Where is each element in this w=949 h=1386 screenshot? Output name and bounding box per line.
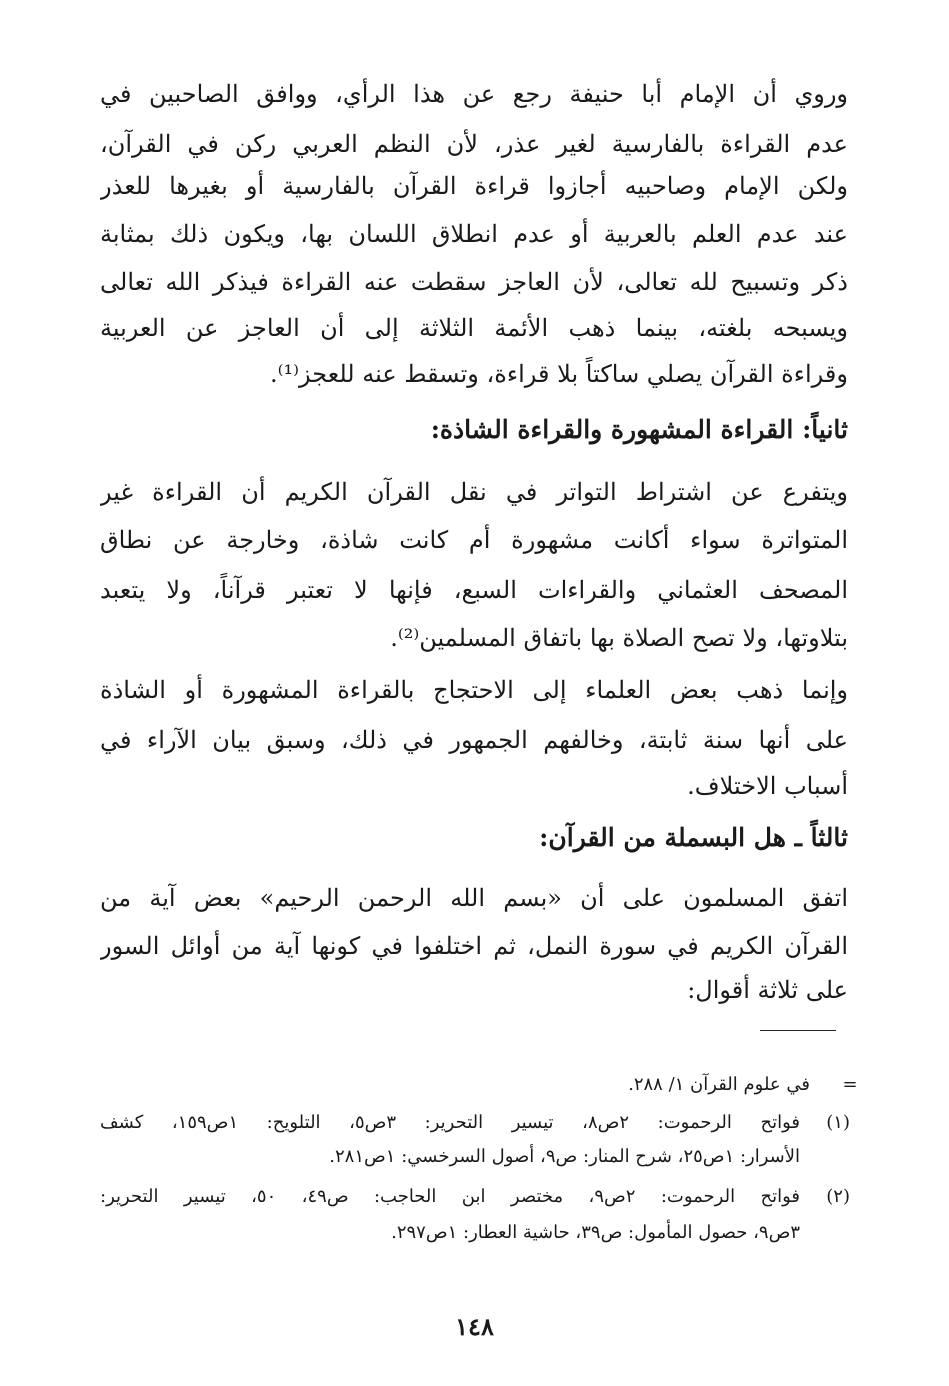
footnote-continued-text: في علوم القرآن ١/ ٢٨٨.: [628, 1074, 810, 1095]
footnote-1-line-1: فواتح الرحموت: ٢ص٨، تيسير التحرير: ٣ص٥، التلويح: ١ص١٥٩، كشف: [100, 1112, 800, 1133]
paragraph-1-line-5: ذكر وتسبيح لله تعالى، لأن العاجز سقطت عنه القراءة فيذكر الله تعالى: [100, 268, 848, 296]
paragraph-3-line-2: على أنها سنة ثابتة، وخالفهم الجمهور في ذلك، وسبق بيان الآراء في: [100, 726, 848, 754]
paragraph-2-line-3: المصحف العثماني والقراءات السبع، فإنها لا تعتبر قرآناً، ولا يتعبد: [100, 576, 848, 604]
paragraph-1-line-7: وقراءة القرآن يصلي ساكتاً بلا قراءة، وتسقط عنه للعجز⁽¹⁾.: [269, 360, 848, 388]
footnote-2-number: (٢): [826, 1186, 850, 1207]
paragraph-1-line-3: ولكن الإمام وصاحبيه أجازوا قراءة القرآن بالفارسية أو بغيرها للعذر: [100, 172, 848, 200]
footnote-1-number: (١): [826, 1112, 850, 1133]
section-heading-2: ثانياً: القراءة المشهورة والقراءة الشاذة:: [430, 415, 848, 444]
footnote-2-line-1: فواتح الرحموت: ٢ص٩، مختصر ابن الحاجب: ص٤٩، ٥٠، تيسير التحرير:: [100, 1186, 800, 1207]
paragraph-3-line-1: وإنما ذهب بعض العلماء إلى الاحتجاج بالقراءة المشهورة أو الشاذة: [100, 676, 848, 704]
paragraph-2-line-2: المتواترة سواء أكانت مشهورة أم كانت شاذة، وخارجة عن نطاق: [100, 526, 848, 554]
paragraph-3-line-3: أسباب الاختلاف.: [687, 772, 848, 800]
paragraph-1-line-2: عدم القراءة بالفارسية لغير عذر، لأن النظم العربي ركن في القرآن،: [100, 130, 848, 158]
section-heading-3: ثالثاً ـ هل البسملة من القرآن:: [539, 823, 848, 852]
paragraph-1-line-4: عند عدم العلم بالعربية أو عدم انطلاق اللسان بها، ويكون ذلك بمثابة: [100, 220, 848, 248]
footnote-1-line-2: الأسرار: ١ص٢٥، شرح المنار: ص٩، أصول السرخسي: ١ص٢٨١.: [329, 1146, 800, 1167]
paragraph-4-line-1: اتفق المسلمون على أن «بسم الله الرحمن الرحيم» بعض آية من: [100, 884, 848, 912]
footnote-continued-marker: =: [842, 1074, 858, 1095]
paragraph-1-line-1: وروي أن الإمام أبا حنيفة رجع عن هذا الرأي، ووافق الصاحبين في: [100, 80, 848, 108]
paragraph-2-line-4: بتلاوتها، ولا تصح الصلاة بها باتفاق المسلمين⁽²⁾.: [390, 624, 848, 652]
paragraph-2-line-1: ويتفرع عن اشتراط التواتر في نقل القرآن الكريم أن القراءة غير: [100, 478, 848, 506]
footnote-separator: [760, 1030, 836, 1031]
page-number: ١٤٨: [455, 1312, 494, 1341]
paragraph-1-line-6: ويسبحه بلغته، بينما ذهب الأئمة الثلاثة إلى أن العاجز عن العربية: [100, 314, 848, 342]
paragraph-4-line-2: القرآن الكريم في سورة النمل، ثم اختلفوا في كونها آية من أوائل السور: [100, 932, 848, 960]
footnote-2-line-2: ٣ص٩، حصول المأمول: ص٣٩، حاشية العطار: ١ص٢٩٧.: [391, 1222, 800, 1243]
paragraph-4-line-3: على ثلاثة أقوال:: [687, 976, 848, 1004]
